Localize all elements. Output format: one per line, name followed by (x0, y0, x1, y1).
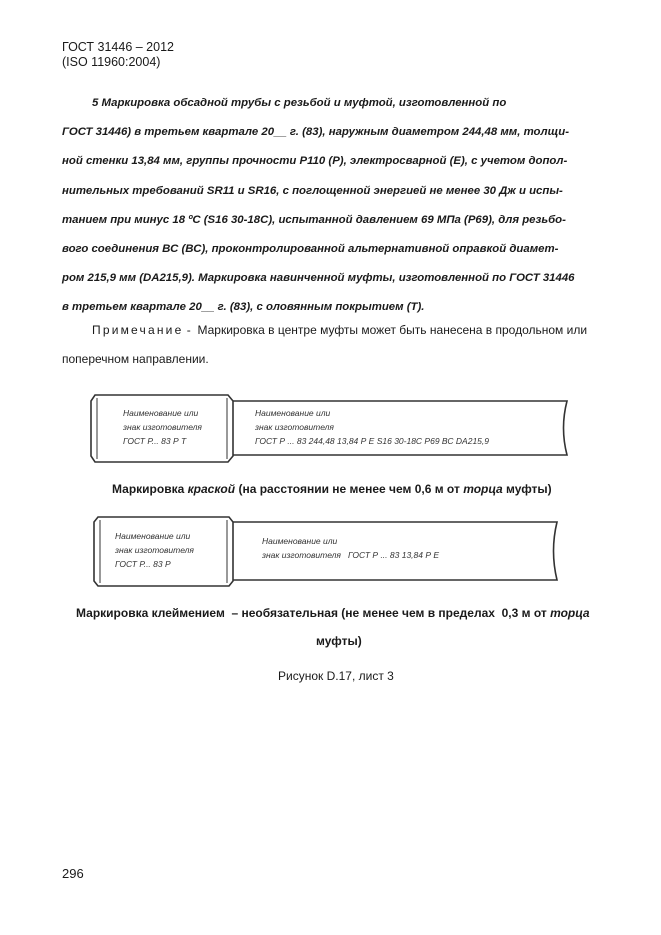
standard-number: ГОСТ 31446 – 2012 (62, 40, 174, 54)
pipe2-text-line1: Наименование или (262, 536, 338, 546)
pipe-text-line2: знак изготовителя (255, 422, 334, 432)
paragraph-line: нительных требований SR11 и SR16, с поглощенной энергией не менее 30 Дж и испы- (62, 184, 563, 197)
caption-paint-marking (112, 482, 552, 496)
page-number: 296 (62, 866, 84, 881)
note-label: Примечание (92, 323, 184, 337)
pipe-text-line3: ГОСТ Р ... 83 244,48 13,84 Р Е S16 30-18С Р69 ВС DA215,9 (255, 436, 489, 446)
caption-italic: краской (187, 482, 236, 496)
coupling-text-line2: знак изготовителя (123, 422, 202, 432)
coupling2-text-line1: Наименование или (115, 531, 191, 541)
paragraph-line: 5 Маркировка обсадной трубы с резьбой и муфтой, изготовленной по (92, 97, 507, 109)
caption-stamp-marking-continued: муфты) (316, 634, 362, 648)
iso-reference: (ISO 11960:2004) (62, 55, 161, 69)
paragraph-line: ром 215,9 мм (DA215,9). Маркировка навинченной муфты, изготовленной по ГОСТ 31446 (62, 272, 575, 285)
paragraph-line: ГОСТ 31446) в третьем квартале 20__ г. (83), наружным диаметром 244,48 мм, толщи- (62, 126, 569, 139)
paragraph-line: в третьем квартале 20__ г. (83), с оловянным покрытием (Т). (62, 301, 425, 314)
caption-text: Маркировка клеймением – необязательная (не менее чем в пределах 0,3 м от (76, 606, 551, 620)
coupling-text-line3: ГОСТ Р... 83 Р Т (123, 436, 187, 446)
note-text: Маркировка в центре муфты может быть нанесена в продольном или (197, 323, 588, 337)
coupling-text-line1: Наименование или (123, 408, 199, 418)
caption-text: (на расстоянии не менее чем 0,6 м от (235, 482, 464, 496)
caption-italic: торца (463, 482, 503, 496)
paragraph-line: танием при минус 18 ºС (S16 30-18С), испытанной давлением 69 МПа (Р69), для резьбо- (62, 213, 566, 226)
coupling2-text-line2: знак изготовителя (115, 545, 194, 555)
pipe-text-line1: Наименование или (255, 408, 331, 418)
paragraph-line: ной стенки 13,84 мм, группы прочности Р110 (Р), электросварной (Е), с учетом допол- (62, 155, 568, 168)
figure-caption: Рисунок D.17, лист 3 (278, 669, 394, 683)
note-dash: - (183, 323, 198, 337)
paragraph-line: вого соединения ВС (ВС), проконтролированной альтернативной оправкой диамет- (62, 243, 559, 256)
caption-italic: торца (550, 606, 590, 620)
caption-text: муфты) (502, 482, 552, 496)
coupling2-text-line3: ГОСТ Р... 83 Р (115, 559, 171, 569)
note-text-continued: поперечном направлении. (62, 352, 209, 366)
caption-stamp-marking (76, 606, 590, 620)
pipe2-text-line2: знак изготовителя ГОСТ Р ... 83 13,84 Р Е (262, 550, 440, 560)
caption-text: Маркировка (112, 482, 188, 496)
